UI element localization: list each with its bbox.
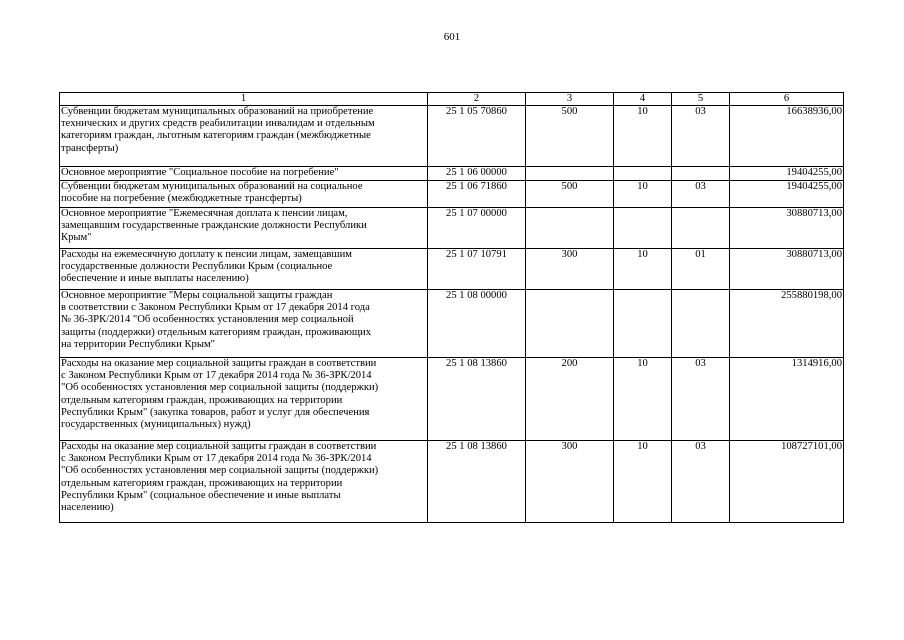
- row-expense-type: 200: [526, 358, 614, 441]
- column-header-amount: 6: [730, 93, 844, 106]
- row-name: Субвенции бюджетам муниципальных образований на приобретение технических и других средств реабилитации инвалидам и отдельным категориям граждан, льготным категориям граждан (межбюджетные трансферты): [60, 106, 428, 167]
- row-subsection: [672, 167, 730, 181]
- row-expense-type: [526, 167, 614, 181]
- column-header-section: 4: [614, 93, 672, 106]
- table-row: [60, 167, 844, 181]
- table-row: [60, 106, 844, 167]
- row-target-article: 25 1 06 71860: [428, 181, 526, 208]
- row-section: 10: [614, 441, 672, 523]
- row-target-article: 25 1 07 10791: [428, 249, 526, 290]
- table-row: [60, 249, 844, 290]
- row-target-article: 25 1 08 13860: [428, 441, 526, 523]
- row-name: Расходы на оказание мер социальной защиты граждан в соответствии с Законом Республики Крым от 17 декабря 2014 года № 36-ЗРК/2014 "Об особенностях установления мер социальной защиты (поддержки) отдельным категориям граждан, проживающих на территории Республики Крым" (социальное обеспечение и иные выплаты населению): [60, 441, 428, 523]
- row-section: 10: [614, 249, 672, 290]
- row-section: [614, 290, 672, 358]
- row-subsection: [672, 208, 730, 249]
- row-subsection: 03: [672, 441, 730, 523]
- row-amount: 19404255,00: [730, 181, 844, 208]
- budget-table: [59, 92, 844, 523]
- row-amount: 16638936,00: [730, 106, 844, 167]
- row-name: Основное мероприятие "Меры социальной защиты граждан в соответствии с Законом Республики Крым от 17 декабря 2014 года № 36-ЗРК/2014 "Об особенностях установления мер социальной защиты (поддержки) отдельным категориям граждан, проживающих на территории Республики Крым": [60, 290, 428, 358]
- row-expense-type: [526, 208, 614, 249]
- table-row: [60, 290, 844, 358]
- row-subsection: 01: [672, 249, 730, 290]
- row-name: Расходы на ежемесячную доплату к пенсии лицам, замещавшим государственные должности Республики Крым (социальное обеспечение и иные выплаты населению): [60, 249, 428, 290]
- page-number: 601: [443, 31, 461, 43]
- row-expense-type: 300: [526, 441, 614, 523]
- row-amount: 30880713,00: [730, 249, 844, 290]
- row-amount: 19404255,00: [730, 167, 844, 181]
- column-header-target-article: 2: [428, 93, 526, 106]
- row-section: [614, 208, 672, 249]
- row-amount: 108727101,00: [730, 441, 844, 523]
- row-target-article: 25 1 05 70860: [428, 106, 526, 167]
- row-target-article: 25 1 08 00000: [428, 290, 526, 358]
- row-subsection: [672, 290, 730, 358]
- row-subsection: 03: [672, 106, 730, 167]
- column-header-name: 1: [60, 93, 428, 106]
- row-section: [614, 167, 672, 181]
- table-row: [60, 208, 844, 249]
- row-section: 10: [614, 358, 672, 441]
- row-name: Расходы на оказание мер социальной защиты граждан в соответствии с Законом Республики Крым от 17 декабря 2014 года № 36-ЗРК/2014 "Об особенностях установления мер социальной защиты (поддержки) отдельным категориям граждан, проживающих на территории Республики Крым" (закупка товаров, работ и услуг для обеспечения государственных (муниципальных) нужд): [60, 358, 428, 441]
- row-target-article: 25 1 08 13860: [428, 358, 526, 441]
- table-row: [60, 358, 844, 441]
- column-header-expense-type: 3: [526, 93, 614, 106]
- row-name: Субвенции бюджетам муниципальных образований на социальное пособие на погребение (межбюджетные трансферты): [60, 181, 428, 208]
- row-expense-type: [526, 290, 614, 358]
- table-row: [60, 181, 844, 208]
- row-target-article: 25 1 06 00000: [428, 167, 526, 181]
- header-row: [60, 93, 844, 106]
- row-amount: 255880198,00: [730, 290, 844, 358]
- row-name: Основное мероприятие "Социальное пособие на погребение": [60, 167, 428, 181]
- row-section: 10: [614, 181, 672, 208]
- row-amount: 30880713,00: [730, 208, 844, 249]
- column-header-subsection: 5: [672, 93, 730, 106]
- row-target-article: 25 1 07 00000: [428, 208, 526, 249]
- table-row: [60, 441, 844, 523]
- row-expense-type: 300: [526, 249, 614, 290]
- row-amount: 1314916,00: [730, 358, 844, 441]
- row-expense-type: 500: [526, 181, 614, 208]
- row-name: Основное мероприятие "Ежемесячная доплата к пенсии лицам, замещавшим государственные гражданские должности Республики Крым": [60, 208, 428, 249]
- row-subsection: 03: [672, 358, 730, 441]
- row-expense-type: 500: [526, 106, 614, 167]
- row-section: 10: [614, 106, 672, 167]
- row-subsection: 03: [672, 181, 730, 208]
